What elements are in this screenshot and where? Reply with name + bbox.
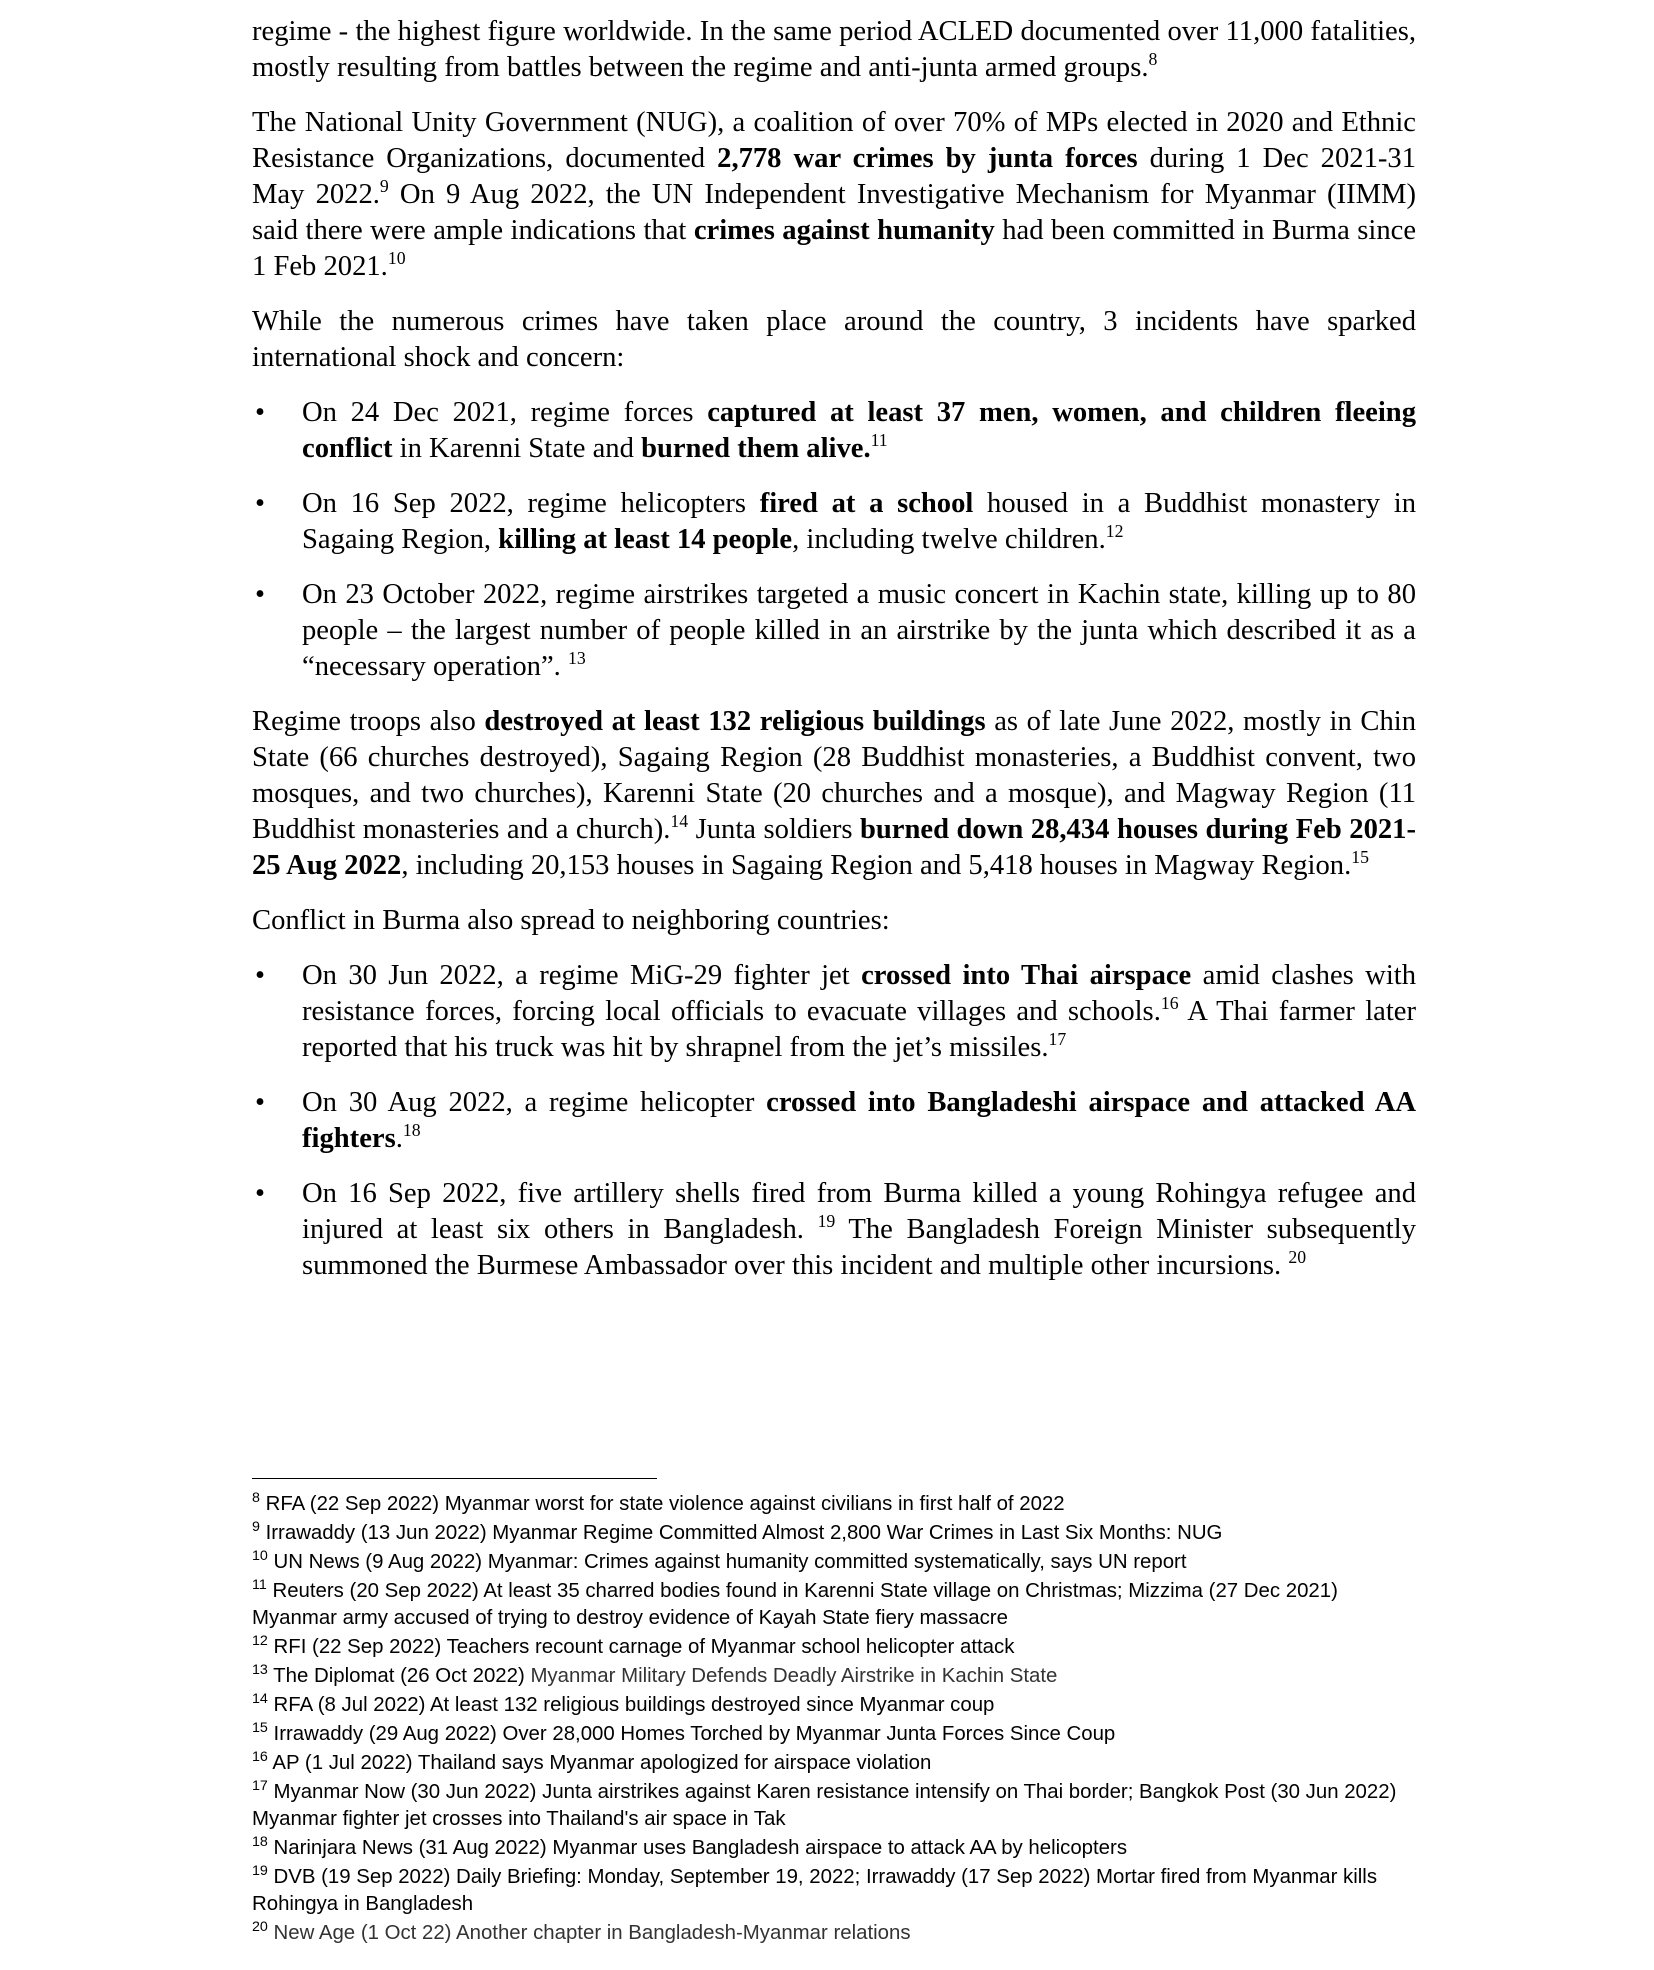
footnote-ref-10[interactable]: 10: [387, 247, 406, 268]
footnote-ref-17[interactable]: 17: [1048, 1028, 1067, 1049]
footnote-link[interactable]: DVB (19 Sep 2022) Daily Briefing: Monday, September 19, 2022; Irrawaddy (17 Sep 2022) Mortar fired from Myanmar kills Rohingya in Bangladesh: [252, 1866, 1378, 1915]
bullet-icon: •: [254, 1087, 265, 1118]
footnote-link[interactable]: Reuters (20 Sep 2022) At least 35 charred bodies found in Karenni State village on Christmas; Mizzima (27 Dec 2021) Myanmar army accused of trying to destroy evidence of Kayah State fiery massacre: [252, 1580, 1338, 1629]
footnote-ref-13[interactable]: 13: [567, 647, 586, 668]
paragraph-spread: Conflict in Burma also spread to neighboring countries:: [252, 905, 890, 936]
footnote-link[interactable]: Irrawaddy (13 Jun 2022) Myanmar Regime Committed Almost 2,800 War Crimes in Last Six Months: NUG: [259, 1522, 1223, 1544]
footnote-ref-19[interactable]: 19: [817, 1210, 836, 1231]
bullet-icon: •: [254, 397, 265, 428]
paragraph-nug: The National Unity Government (NUG), a coalition of over 70% of MPs elected in 2020 and Ethnic Resistance Organizations, documented 2,778 war crimes by junta forces during 1 Dec 2021-31 May 2022.$^9$ On 9 Aug 2022, the UN Independent Investigative Mechanism for Myanmar (IIMM) said there were ample indications that crimes against humanity had been committed in Burma since 1 Feb 2021.10: [252, 107, 1417, 282]
list-item: • On 16 Sep 2022, five artillery shells fired from Burma killed a young Rohingya refugee and injured at least six others in Bangladesh. $^{19}$ The Bangladesh Foreign Minister subsequently summoned the Burmese Ambassador over this incident and multiple other incursions. $^{20}$: [252, 1176, 1416, 1284]
paragraph-incidents-intro: While the numerous crimes have taken place around the country, 3 incidents have sparked international shock and concern:: [252, 306, 1416, 373]
list-item: • On 30 Jun 2022, a regime MiG-29 fighter jet crossed into Thai airspace amid clashes with resistance forces, forcing local officials to evacuate villages and schools.$^{16}$ A Thai farmer later reported that his truck was hit by shrapnel from the jet’s missiles.$^{17}$: [252, 958, 1416, 1066]
paragraph-acled: regime - the highest figure worldwide. In the same period ACLED documented over 11,000 fatalities, mostly resulting from battles between the regime and anti-junta armed groups.$^8$: [252, 16, 1416, 83]
footnote-ref-18[interactable]: 18: [402, 1119, 421, 1140]
document-page: [252, 0, 1416, 1970]
bullet-icon: •: [254, 579, 265, 610]
footnote-16: $^{16}$ AP (1 Jul 2022) Thailand says Myanmar apologized for airspace violation: [252, 1748, 932, 1774]
footnote-separator: [252, 1478, 657, 1479]
bullet-icon: •: [254, 1178, 265, 1209]
footnote-ref-12[interactable]: 12: [1105, 520, 1124, 541]
footnote-link[interactable]: RFA (22 Sep 2022) Myanmar worst for state violence against civilians in first half of 2022: [259, 1493, 1065, 1515]
footnote-18: $^{18}$ Narinjara News (31 Aug 2022) Myanmar uses Bangladesh airspace to attack AA by helicopters: [252, 1833, 1128, 1859]
footnote-link[interactable]: Narinjara News (31 Aug 2022) Myanmar uses Bangladesh airspace to attack AA by helicopters: [267, 1837, 1128, 1859]
list-item: • On 24 Dec 2021, regime forces captured at least 37 men, women, and children fleeing conflict in Karenni State and burned them alive.$^{11}$: [252, 395, 1416, 467]
footnote-12: $^{12}$ RFI (22 Sep 2022) Teachers recount carnage of Myanmar school helicopter attack: [252, 1632, 1015, 1658]
footnote-20: $^{20}$ New Age (1 Oct 22) Another chapter in Bangladesh-Myanmar relations: [252, 1918, 911, 1944]
footnote-13: $^{13}$ The Diplomat (26 Oct 2022) Myanmar Military Defends Deadly Airstrike in Kachin State: [252, 1661, 1058, 1687]
footnote-link[interactable]: Myanmar Military Defends Deadly Airstrike in Kachin State: [530, 1665, 1058, 1687]
bullet-icon: •: [254, 488, 265, 519]
footnote-link[interactable]: Irrawaddy (29 Aug 2022) Over 28,000 Homes Torched by Myanmar Junta Forces Since Coup: [267, 1723, 1116, 1745]
footnote-ref-8[interactable]: 8: [1148, 48, 1158, 69]
footnote-10: $^{10}$ UN News (9 Aug 2022) Myanmar: Crimes against humanity committed systematically, says UN report: [252, 1547, 1187, 1573]
footnote-19: $^{19}$ DVB (19 Sep 2022) Daily Briefing: Monday, September 19, 2022; Irrawaddy (17 Sep 2022) Mortar fired from Myanmar kills Rohingya in Bangladesh: [252, 1862, 1378, 1915]
footnote-11: $^{11}$ Reuters (20 Sep 2022) At least 35 charred bodies found in Karenni State village on Christmas; Mizzima (27 Dec 2021) Myanmar army accused of trying to destroy evidence of Kayah State fiery massacre: [252, 1576, 1338, 1629]
footnote-link[interactable]: Myanmar Now (30 Jun 2022) Junta airstrikes against Karen resistance intensify on Thai border; Bangkok Post (30 Jun 2022) Myanmar fighter jet crosses into Thailand's air space in Tak: [252, 1781, 1397, 1830]
incident-list: [252, 395, 1416, 685]
footnote-ref-9[interactable]: 9: [379, 175, 389, 196]
footnote-link[interactable]: AP (1 Jul 2022) Thailand says Myanmar apologized for airspace violation: [267, 1752, 932, 1774]
neighbor-incident-list: [252, 958, 1416, 1284]
footnote-15: $^{15}$ Irrawaddy (29 Aug 2022) Over 28,000 Homes Torched by Myanmar Junta Forces Since Coup: [252, 1719, 1116, 1745]
paragraph-religious-buildings: Regime troops also destroyed at least 132 religious buildings as of late June 2022, mostly in Chin State (66 churches destroyed), Sagaing Region (28 Buddhist monasteries, a Buddhist convent, two mosques, and two churches), Karenni State (20 churches and a mosque), and Magway Region (11 Buddhist monasteries and a church).$^{14}$ Junta soldiers burned down 28,434 houses during Feb 2021-25 Aug 2022, including 20,153 houses in Sagaing Region and 5,418 houses in Magway Region.$^{15}$: [252, 706, 1416, 881]
list-item: • On 23 October 2022, regime airstrikes targeted a music concert in Kachin state, killing up to 80 people – the largest number of people killed in an airstrike by the junta which described it as a “necessary operation”. $^{13}$: [252, 577, 1416, 685]
footnote-link[interactable]: RFI (22 Sep 2022) Teachers recount carnage of Myanmar school helicopter attack: [267, 1636, 1015, 1658]
footnote-link[interactable]: RFA (8 Jul 2022) At least 132 religious buildings destroyed since Myanmar coup: [267, 1694, 995, 1716]
footnote-ref-11[interactable]: 11: [870, 429, 888, 450]
footnote-14: $^{14}$ RFA (8 Jul 2022) At least 132 religious buildings destroyed since Myanmar coup: [252, 1690, 995, 1716]
footnote-ref-14[interactable]: 14: [670, 810, 689, 831]
footnote-17: $^{17}$ Myanmar Now (30 Jun 2022) Junta airstrikes against Karen resistance intensify on Thai border; Bangkok Post (30 Jun 2022) Myanmar fighter jet crosses into Thailand's air space in Tak: [252, 1777, 1397, 1830]
list-item: • On 30 Aug 2022, a regime helicopter crossed into Bangladeshi airspace and attacked AA fighters.$^{18}$: [252, 1085, 1416, 1157]
footnote-link[interactable]: UN News (9 Aug 2022) Myanmar: Crimes against humanity committed systematically, says UN report: [267, 1551, 1187, 1573]
bullet-icon: •: [254, 960, 265, 991]
footnote-8: $^8$ RFA (22 Sep 2022) Myanmar worst for state violence against civilians in first half of 2022: [252, 1489, 1065, 1515]
footnote-ref-20[interactable]: 20: [1288, 1246, 1307, 1267]
list-item: • On 16 Sep 2022, regime helicopters fired at a school housed in a Buddhist monastery in Sagaing Region, killing at least 14 people, including twelve children.$^{12}$: [252, 486, 1416, 558]
footnote-9: $^9$ Irrawaddy (13 Jun 2022) Myanmar Regime Committed Almost 2,800 War Crimes in Last Six Months: NUG: [252, 1518, 1223, 1544]
footnote-ref-15[interactable]: 15: [1351, 846, 1369, 867]
footnotes-section: [252, 1478, 1416, 1949]
document-body: [252, 14, 1416, 1284]
footnote-link[interactable]: New Age (1 Oct 22) Another chapter in Bangladesh-Myanmar relations: [267, 1922, 911, 1944]
footnote-ref-16[interactable]: 16: [1160, 992, 1179, 1013]
